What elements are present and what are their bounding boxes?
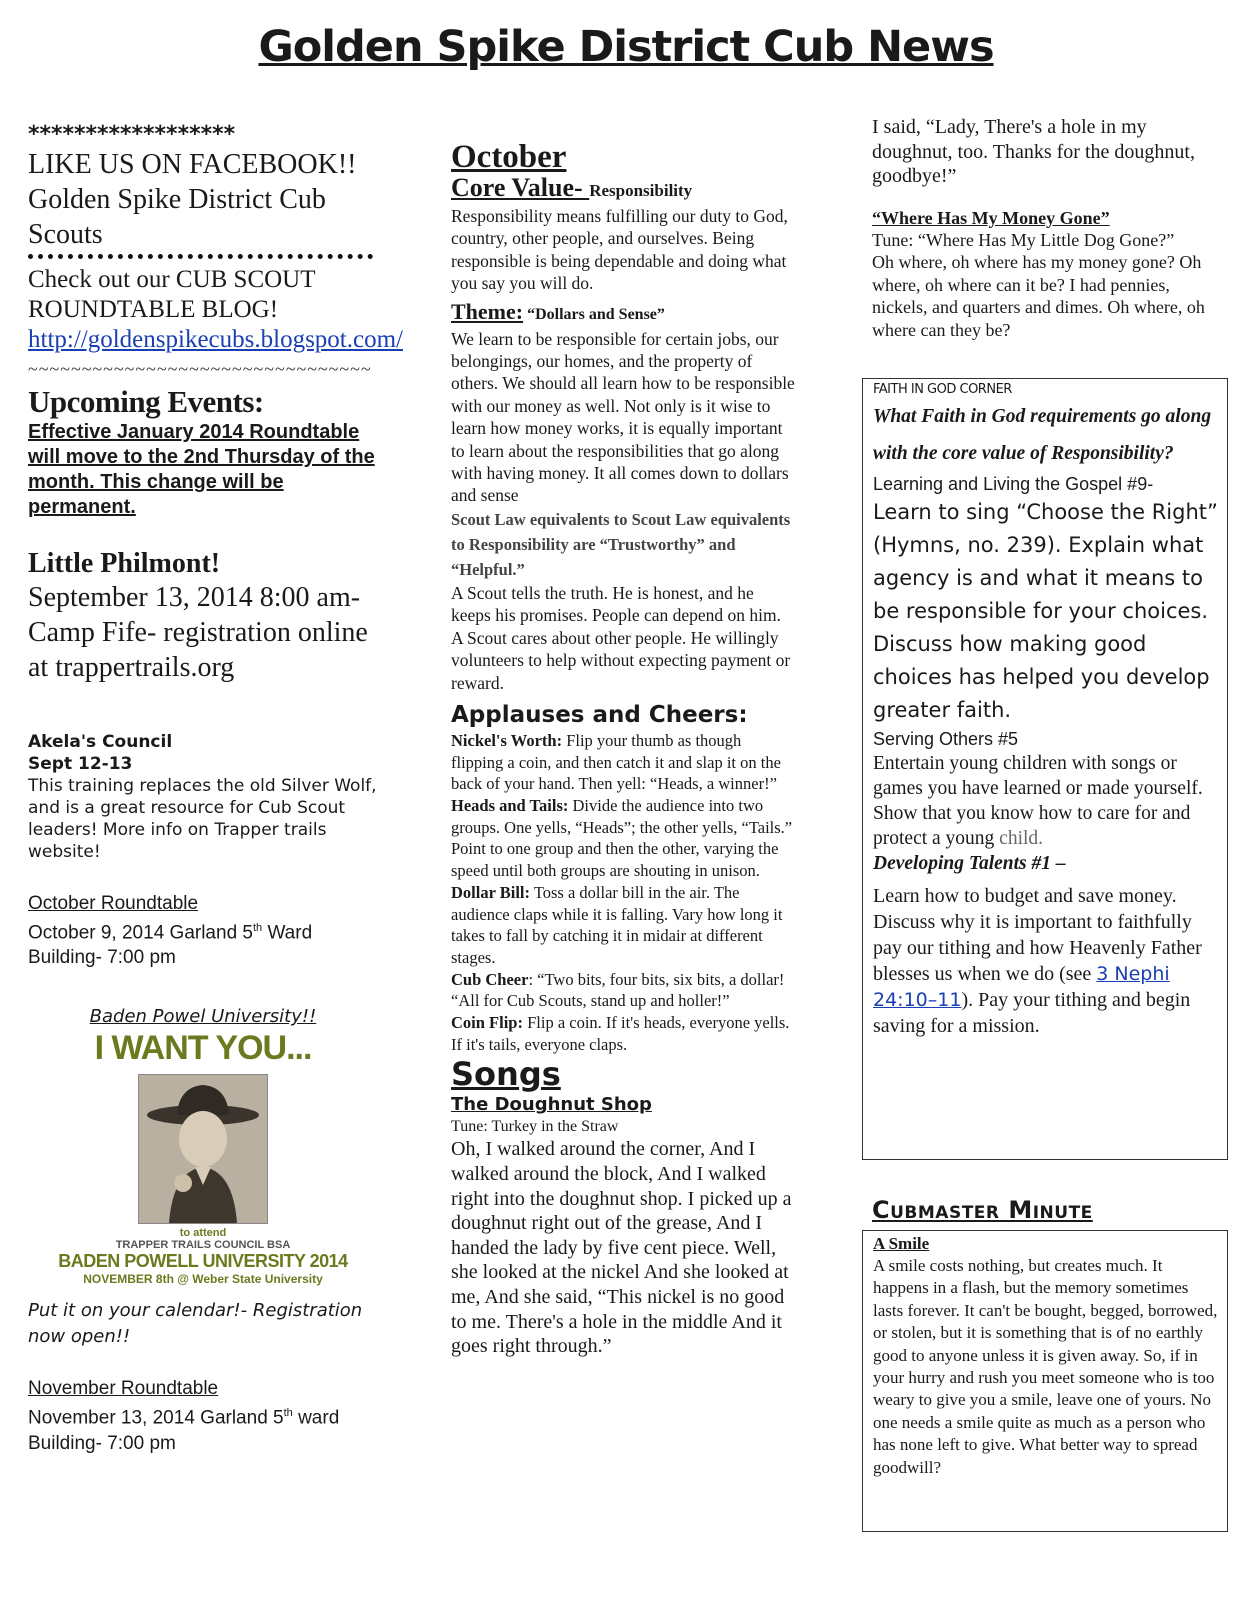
facebook-notice: LIKE US ON FACEBOOK!! Golden Spike District Cub Scouts [28,149,357,250]
middle-column [451,140,796,1359]
learning-label: Learning and Living the Gospel #9- [873,474,1154,494]
bpu-calendar-note: Put it on your calendar!- Registration now open!! [28,1300,363,1348]
november-roundtable-details: November 13, 2014 Garland 5th ward Building- 7:00 pm [28,1407,340,1454]
faith-in-god-box [862,378,1228,1160]
bpu-attend: to attend [179,1227,227,1240]
november-roundtable-heading: November Roundtable [28,1378,219,1400]
song-tune: Tune: Turkey in the Straw [451,1118,619,1136]
newsletter-title: Golden Spike District Cub News [258,22,994,72]
akela-heading: Akela's Council Sept 12-13 [28,732,173,774]
philmont-details: September 13, 2014 8:00 am- Camp Fife- registration online at trappertrails.org [28,582,368,683]
roundtable-change-notice: Effective January 2014 Roundtable will move to the 2nd Thursday of the month. This change will be permanent. [28,421,375,518]
cubmaster-minute-box [862,1230,1228,1532]
bpu-date: NOVEMBER 8th @ Weber State University [83,1272,323,1287]
philmont-heading: Little Philmont! [28,548,221,579]
learning-text: Learn to sing “Choose the Right” (Hymns, no. 239). Explain what agency is and what it means to be responsible for your choices. Discuss how making good choices has helped you develop greater faith. [873,500,1218,722]
faith-corner-tag: FAITH IN GOD CORNER [873,382,1012,397]
song-ending: I said, “Lady, There's a hole in my doughnut, too. Thanks for the doughnut, goodbye!” [872,116,1195,187]
bpu-name: BADEN POWELL UNIVERSITY 2014 [58,1251,348,1272]
smile-heading: A Smile [873,1234,930,1253]
cubmaster-minute-heading: Cubmaster Minute [872,1196,1093,1224]
money-song-title: “Where Has My Money Gone” [872,207,1110,228]
song-title: The Doughnut Shop [451,1094,652,1116]
money-song-tune: Tune: “Where Has My Little Dog Gone?” [872,229,1175,250]
songs-heading: Songs [451,1055,561,1094]
upcoming-events-heading: Upcoming Events: [28,384,264,419]
october-roundtable-details: October 9, 2014 Garland 5th Ward Building- 7:00 pm [28,922,313,969]
stars-divider: ****************** [28,122,236,147]
month-heading: October [451,139,567,175]
cheers-list [451,730,796,1056]
core-value-text: Responsibility means fulfilling our duty to God, country, other people, and ourselves. Being responsible is being dependable and doing what you say you will do. [451,206,788,294]
applause-heading: Applauses and Cheers: [451,701,748,728]
left-column [28,122,403,1456]
cheer-item: Heads and Tails: Divide the audience into two groups. One yells, “Heads”; the other yells, “Tails.” Point to one group and then the other, varying the speed until both groups are shouting in unison. [451,796,793,881]
bpu-council: TRAPPER TRAILS COUNCIL BSA [115,1239,291,1252]
scout-law-text: A Scout tells the truth. He is honest, and he keeps his promises. People can depend on him. A Scout cares about other people. He willingly volunteers to help without expecting payment or reward. [451,582,791,693]
talents-label: Developing Talents #1 – [873,853,1066,874]
scripture-link[interactable]: 3 Nephi 24:10–11 [873,963,1170,1011]
right-column [872,115,1227,341]
blog-notice: Check out our CUB SCOUT ROUNDTABLE BLOG! [28,266,316,323]
squiggle-divider: ~~~~~~~~~~~~~~~~~~~~~~~~~~~~~~~~ [28,359,372,379]
scout-law-heading: Scout Law equivalents to Scout Law equivalents to Responsibility are “Trustworthy” and “Helpful.” [451,509,791,579]
theme-text: We learn to be responsible for certain jobs, our belongings, our homes, and the property of others. We should all learn how to be responsible with our money as well. Not only is it wise to learn how money works, it is equally important to learn about the responsibilities that go along with having money. It all comes down to dollars and sense [451,328,795,506]
baden-powell-photo [138,1074,268,1224]
talents-text: Learn how to budget and save money. Discuss why it is important to faithfully pay our tithing and how Heavenly Father blesses us when we do (see 3 Nephi 24:10–11). Pay your tithing and begin saving for a mission. [873,885,1202,1037]
smile-text: A smile costs nothing, but creates much. It happens in a flash, but the memory sometimes lasts forever. It can't be bought, begged, borrowed, or stolen, but it is something that is of no earthly good to anyone unless it is given away. So, if in your hurry and rush you meet someone who is too weary to give you a smile, leave one of yours. No one needs a smile quite as much as a person who has none left to give. What better way to spread goodwill? [873,1256,1218,1477]
bpu-heading: Baden Powel University!! [89,1006,317,1028]
core-value-heading: Core Value- Responsibility [451,173,693,202]
faith-question: What Faith in God requirements go along with the core value of Responsibility? [873,406,1212,464]
bpu-ad [28,1006,378,1286]
serving-text: Entertain young children with songs or games you have learned or made yourself. Show that you know how to care for and protect a young child. [873,753,1203,849]
serving-label: Serving Others #5 [873,729,1019,749]
cheer-item: Coin Flip: Flip a coin. If it's heads, everyone yells. If it's tails, everyone claps. [451,1013,790,1054]
october-roundtable-heading: October Roundtable [28,893,199,914]
blog-link[interactable]: http://goldenspikecubs.blogspot.com/ [28,326,403,353]
portrait-image [139,1075,267,1223]
cheer-item: Dollar Bill: Toss a dollar bill in the air. The audience claps while it is falling. Vary how long it takes to fall by catching it in midair at different stages. [451,882,783,967]
bpu-want-you: I WANT YOU... [94,1029,312,1068]
akela-details: This training replaces the old Silver Wolf, and is a great resource for Cub Scout leaders! More info on Trapper trails website! [28,776,377,862]
song-lyrics: Oh, I walked around the corner, And I walked around the block, And I walked right into the doughnut shop. I picked up a doughnut right out of the grease, And I handed the lady by five cent piece. Well, she looked at the nickel And she looked at me, And she said, “This nickel is no good to me. There's a hole in the middle And it goes right through.” [451,1138,792,1358]
money-song-lyrics: Oh where, oh where has my money gone? Oh where, oh where can it be? I had pennies, nickels, and quarters and dimes. Oh where, oh where can they be? [872,252,1205,340]
blog-link-wrap [28,325,403,355]
cheer-item: Cub Cheer: “Two bits, four bits, six bits, a dollar! “All for Cub Scouts, stand up and holler!” [451,969,785,1011]
dotted-divider [28,254,373,259]
theme-heading: Theme: “Dollars and Sense” [451,298,665,324]
cheer-item: Nickel's Worth: Flip your thumb as though flipping a coin, and then catch it and slap it on the back of your hand. Then yell: “Heads, a winner!” [451,730,781,794]
